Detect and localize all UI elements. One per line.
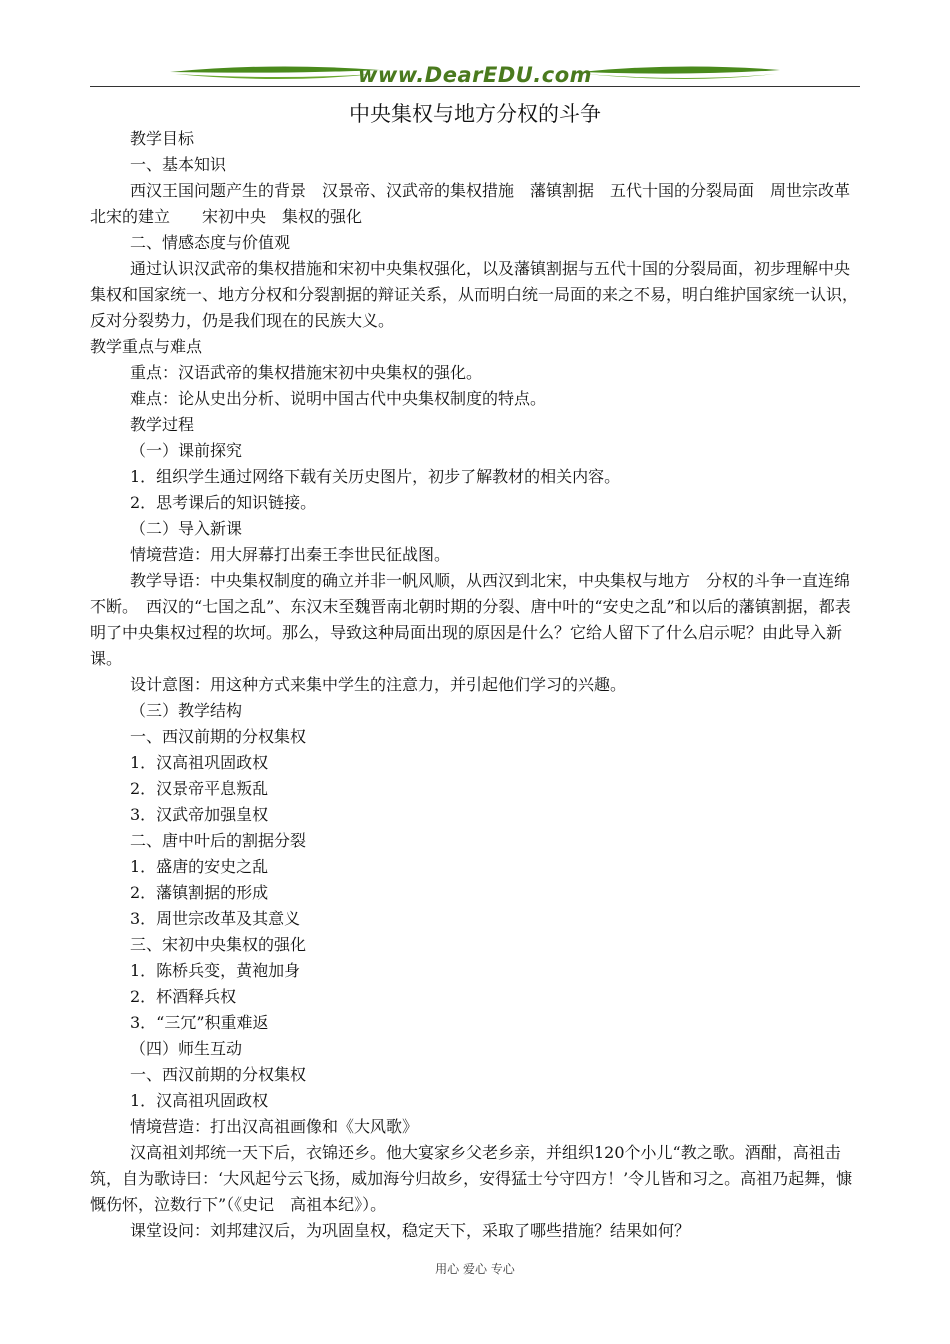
paragraph: 3．周世宗改革及其意义 [130,909,301,928]
paragraph: 一、基本知识 [130,155,227,174]
paragraph: （四）师生互动 [130,1039,243,1058]
paragraph: 课堂设问：刘邦建汉后，为巩固皇权，稳定天下，采取了哪些措施？结果如何？ [130,1221,691,1240]
paragraph: 2．杯酒释兵权 [130,987,237,1006]
document-title: 中央集权与地方分权的斗争 [349,102,601,126]
paragraph: 一、西汉前期的分权集权 [130,1065,307,1084]
paragraph: 2．思考课后的知识链接。 [130,493,317,512]
paragraph: 教学目标 [130,129,195,148]
paragraph: 教学重点与难点 [90,337,203,356]
paragraph: 情境营造：用大屏幕打出秦王李世民征战图。 [130,545,451,564]
paragraph: 教学过程 [130,415,195,434]
paragraph: 设计意图：用这种方式来集中学生的注意力，并引起他们学习的兴趣。 [130,675,627,694]
paragraph: 难点：论从史出分析、说明中国古代中央集权制度的特点。 [130,389,547,408]
paragraph: 3．“三冗”积重难返 [130,1013,269,1032]
paragraph: 1．组织学生通过网络下载有关历史图片，初步了解教材的相关内容。 [130,467,621,486]
header-rule [90,86,860,87]
paragraph: 1．汉高祖巩固政权 [130,753,269,772]
paragraph: （一）课前探究 [130,441,243,460]
paragraph: 3．汉武帝加强皇权 [130,805,269,824]
paragraph: 情境营造：打出汉高祖画像和《大风歌》 [130,1117,419,1136]
paragraph: 2．藩镇割据的形成 [130,883,269,902]
paragraph: 通过认识汉武帝的集权措施和宋初中央集权强化，以及藩镇割据与五代十国的分裂局面，初步理解中央集权和国家统一、地方分权和分裂割据的辩证关系，从而明白统一局面的来之不易，明白维护国家统一认识，反对分裂势力，仍是我们现在的民族大义。 [90,259,859,330]
paragraph: 重点：汉语武帝的集权措施宋初中央集权的强化。 [130,363,483,382]
paragraph: 汉高祖刘邦统一天下后，衣锦还乡。他大宴家乡父老乡亲，并组织120个小儿“教之歌。酒酣，高祖击筑，自为歌诗曰：‘大风起兮云飞扬，威加海兮归故乡，安得猛士兮守四方！’令儿皆和习之。高祖乃起舞，慷慨伤怀，泣数行下”（《史记 高祖本纪》）。 [90,1143,853,1214]
paragraph: 西汉王国问题产生的背景 汉景帝、汉武帝的集权措施 藩镇割据 五代十国的分裂局面 周世宗改革 北宋的建立 宋初中央 集权的强化 [90,181,883,226]
site-logo-text: www.DearEDU.com [357,63,593,87]
paragraph: 二、唐中叶后的割据分裂 [130,831,307,850]
paragraph: （二）导入新课 [130,519,243,538]
document-body [90,126,883,1244]
paragraph: 二、情感态度与价值观 [130,233,291,252]
paragraph: 1．汉高祖巩固政权 [130,1091,269,1110]
page-footer: 用心 爱心 专心 [435,1262,515,1276]
paragraph: 三、宋初中央集权的强化 [130,935,307,954]
paragraph: 1．盛唐的安史之乱 [130,857,269,876]
paragraph: 1．陈桥兵变，黄袍加身 [130,961,301,980]
paragraph: 2．汉景帝平息叛乱 [130,779,269,798]
paragraph: （三）教学结构 [130,701,243,720]
paragraph: 一、西汉前期的分权集权 [130,727,307,746]
paragraph: 教学导语：中央集权制度的确立并非一帆风顺，从西汉到北宋，中央集权与地方 分权的斗争一直连绵不断。 西汉的“七国之乱”、东汉末至魏晋南北朝时期的分裂、唐中叶的“安史之乱”和以后的藩镇割据，都表明了中央集权过程的坎坷。那么，导致这种局面出现的原因是什么？它给人留下了什么启示呢？由此导入新课。 [90,571,851,668]
